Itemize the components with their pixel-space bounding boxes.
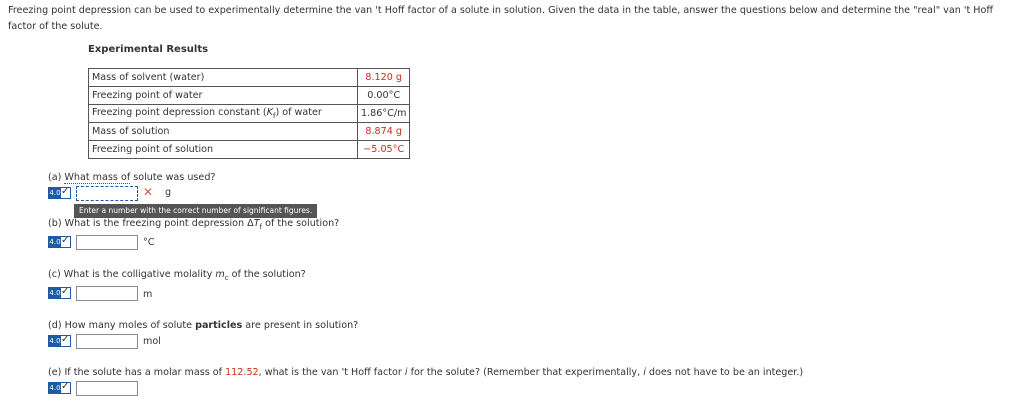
check-icon: ✓ bbox=[61, 334, 70, 345]
question-d: (d) How many moles of solute particles are present in solution? bbox=[48, 320, 359, 331]
table-row bbox=[89, 105, 410, 123]
incorrect-icon: ✕ bbox=[143, 185, 154, 199]
check-icon: ✓ bbox=[61, 235, 70, 246]
answer-b-input[interactable] bbox=[76, 235, 138, 250]
question-e: (e) If the solute has a molar mass of 112.52, what is the van 't Hoff factor i for the solute? (Remember that experimentally, i does not have to be an integer.) bbox=[48, 367, 804, 378]
check-icon: ✓ bbox=[61, 286, 70, 297]
row-value: 8.120 g bbox=[358, 69, 410, 87]
row-label: Mass of solution bbox=[89, 123, 358, 141]
unit-c: m bbox=[143, 289, 153, 300]
row-value: 0.00°C bbox=[358, 87, 410, 105]
row-value: 8.874 g bbox=[358, 123, 410, 141]
results-table bbox=[88, 68, 410, 159]
answer-e-input[interactable] bbox=[76, 381, 138, 396]
unit-a: g bbox=[165, 187, 172, 198]
row-value: 1.86°C/m bbox=[358, 105, 410, 123]
question-c: (c) What is the colligative molality $m_c$ of the solution? bbox=[48, 269, 306, 282]
check-icon: ✓ bbox=[61, 381, 70, 392]
table-row bbox=[89, 141, 410, 159]
answer-c-input[interactable] bbox=[76, 286, 138, 301]
question-a: (a) What mass of solute was used? bbox=[48, 172, 216, 183]
points-badge: 4.0 ✓ bbox=[49, 334, 70, 345]
question-b: (b) What is the freezing point depression $\Delta T_f$ of the solution? bbox=[48, 218, 340, 231]
table-row bbox=[89, 123, 410, 141]
results-title: Experimental Results bbox=[88, 44, 209, 55]
table-row bbox=[89, 69, 410, 87]
points-badge: 4.0 ✓ bbox=[49, 286, 70, 297]
intro-text: Freezing point depression can be used to experimentally determine the van 't Hoff factor of a solute in solution. Given the data in the table, answer the questions below and determine the "real" van 't Hoff factor of the solute. bbox=[8, 5, 993, 32]
unit-d: mol bbox=[143, 336, 161, 347]
answer-d-input[interactable] bbox=[76, 334, 138, 349]
row-label: Freezing point of water bbox=[89, 87, 358, 105]
points-badge: 4.0 ✓ bbox=[49, 186, 70, 197]
table-row bbox=[89, 87, 410, 105]
points-badge: 4.0 ✓ bbox=[49, 235, 70, 246]
check-icon: ✓ bbox=[61, 186, 70, 197]
row-value: −5.05°C bbox=[358, 141, 410, 159]
unit-b: °C bbox=[143, 237, 155, 248]
hint-tooltip: Enter a number with the correct number of significant figures. bbox=[74, 204, 317, 218]
row-label: Mass of solvent (water) bbox=[89, 69, 358, 87]
row-label: Freezing point depression constant $(K_f)$ of water bbox=[89, 105, 358, 123]
points-badge: 4.0 ✓ bbox=[49, 381, 70, 392]
answer-a-input[interactable] bbox=[76, 186, 138, 201]
row-label: Freezing point of solution bbox=[89, 141, 358, 159]
